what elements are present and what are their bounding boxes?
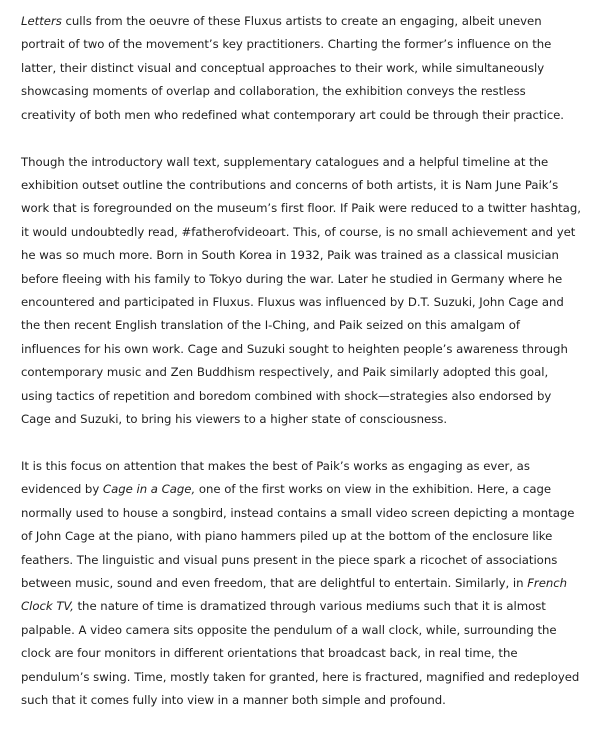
- exhibition-title: Letters: [21, 14, 62, 28]
- article-body: [21, 10, 581, 736]
- paragraph-text: one of the first works on view in the exhibition. Here, a cage normally used to house a songbird, instead contains a small video screen depicting a montage of John Cage at the piano, with piano hammers piled up at the bottom of the enclosure like feathers. The linguistic and visual puns present in the piece spark a ricochet of associations between music, sound and even freedom, that are delightful to entertain. Similarly, in: [21, 482, 575, 590]
- paragraph-text: Though the introductory wall text, supplementary catalogues and a helpful timeline at the exhibition outset outline the contributions and concerns of both artists, it is Nam June Paik’s work that is foregrounded on the museum’s first floor. If Paik were reduced to a twitter hashtag, it would undoubtedly read, #fatherofvideoart. This, of course, is no small achievement and yet he was so much more. Born in South Korea in 1932, Paik was trained as a classical musician before fleeing with his family to Tokyo during the war. Later he studied in Germany where he encountered and participated in Fluxus. Fluxus was influenced by D.T. Suzuki, John Cage and the then recent English translation of the I-Ching, and Paik seized on this amalgam of influences for his own work. Cage and Suzuki sought to heighten people’s awareness through contemporary music and Zen Buddhism respectively, and Paik similarly adopted this goal, using tactics of repetition and boredom combined with shock—strategies also endorsed by Cage and Suzuki, to bring his viewers to a higher state of consciousness.: [21, 154, 581, 426]
- artwork-title: French Clock TV,: [21, 575, 568, 614]
- paragraph-text: It is this focus on attention that makes the best of Paik’s works as engaging as ever, as evidenced by: [21, 458, 530, 497]
- paragraph-intro: [21, 10, 581, 127]
- paragraph-paik: [21, 151, 581, 432]
- artwork-title: Cage in a Cage,: [102, 482, 196, 497]
- paragraph-works: [21, 455, 581, 712]
- paragraph-text: the nature of time is dramatized through various mediums such that it is almost palpable. A video camera sits opposite the pendulum of a wall clock, while, surrounding the clock are four monitors in different orientations that broadcast back, in real time, the pendulum’s swing. Time, mostly taken for granted, here is fractured, magnified and redeployed such that it comes fully into view in a manner both simple and profound.: [21, 599, 580, 707]
- paragraph-text: culls from the oeuvre of these Fluxus artists to create an engaging, albeit uneven portrait of two of the movement’s key practitioners. Charting the former’s influence on the latter, their distinct visual and conceptual approaches to their work, while simultaneously showcasing moments of overlap and collaboration, the exhibition conveys the restless creativity of both men who redefined what contemporary art could be through their practice.: [21, 14, 564, 122]
